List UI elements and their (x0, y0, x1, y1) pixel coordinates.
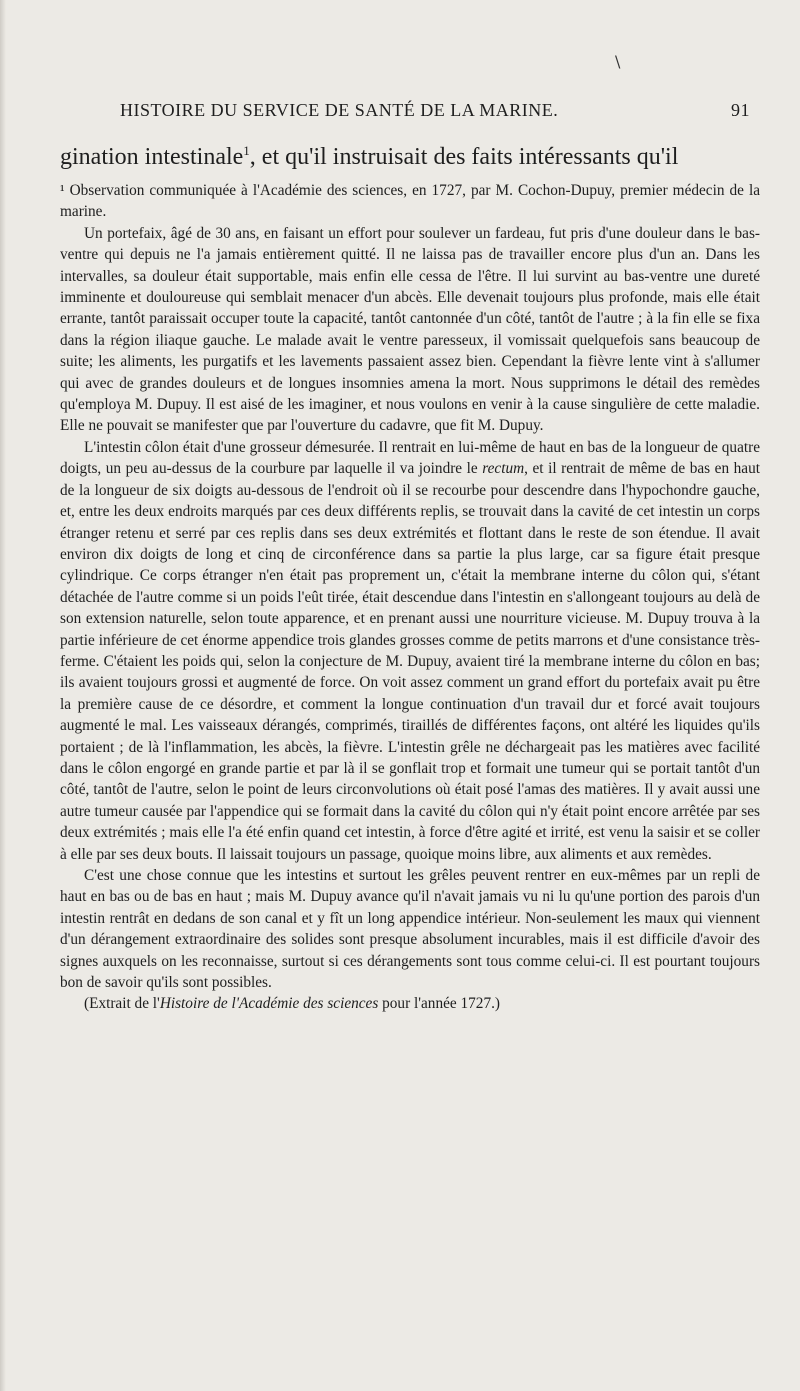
source-title-italic: Histoire de l'Académie des sciences (159, 995, 379, 1013)
page-number: 91 (731, 100, 750, 120)
paragraph-2-text-a: L'intestin côlon était d'une grosseur démesurée. Il rentrait en lui-même de haut en bas de la longueur de quatre doigts, un peu au-dessus de la courbure par laquelle il va joindre le (60, 438, 760, 478)
margin-mark: \ (615, 52, 621, 71)
running-title: HISTOIRE DU SERVICE DE SANTÉ DE LA MARINE. (120, 100, 559, 120)
footnote-marker: ¹ (60, 182, 65, 199)
main-text-line (60, 143, 760, 171)
footnote-intro-text: Observation communiquée à l'Académie des sciences, en 1727, par M. Cochon-Dupuy, premier médecin de la marine. (60, 182, 760, 221)
main-text-end: , et qu'il instruisait des faits intéressants qu'il (249, 144, 679, 170)
main-text: gination intestinale (60, 144, 244, 170)
source-text-a: (Extrait de l' (84, 995, 160, 1013)
footnote-reference: 1 (243, 143, 250, 158)
rectum-italic: rectum (482, 460, 525, 478)
running-header (100, 100, 750, 130)
footnote-paragraph-3: C'est une chose connue que les intestins et surtout les grêles peuvent rentrer en eux-mêmes par un repli de haut en bas ou de bas en haut ; mais M. Dupuy avance qu'il n'avait jamais vu ni lu qu'une portion des parois d'un intestin rentrât en dedans de son canal et y fît un long appendice intérieur. Non-seulement les maux qui viennent d'un dérangement extraordinaire des solides sont presque absolument incurables, mais il est difficile d'avoir des signes auxquels on les reconnaisse, surtout si ces dérangements sont tous comme celui-ci. Il est pourtant toujours bon de savoir qu'ils sont possibles. (60, 867, 760, 992)
paragraph-2-text-b: , et il rentrait de même de bas en haut de la longueur de six doigts au-dessous de l'endroit où il se recourbe pour descendre dans l'hypochondre gauche, et, entre les deux endroits marqués par ces deux différents replis, se trouvait dans la cavité de cet intestin un corps étranger retenu et serré par ces replis dans ses deux extrémités et flottant dans le reste de son étendue. Il avait environ dix doigts de long et cinq de circonférence dans sa partie la plus large, car sa figure était presque cylindrique. Ce corps étranger n'en était pas proprement un, c'était la membrane interne du côlon qui, s'étant détachée de l'autre comme si un poids l'eût tirée, était descendue dans l'intestin en s'allongeant toujours au delà de son extension naturelle, selon toute apparence, et en prenant aussi une nourriture vicieuse. M. Dupuy trouva à la partie inférieure de cet énorme appendice trois glandes grosses comme de petits marrons et d'une consistance très-ferme. C'étaient les poids qui, selon la conjecture de M. Dupuy, avaient tiré la membrane interne du côlon en bas; ils avaient toujours grossi et augmenté de force. On voit assez comment un grand effort du portefaix avait pu être la première cause de ce désordre, et comment la longue continuation d'un travail dur et forcé avait toujours augmenté le mal. Les vaisseaux dérangés, comprimés, tiraillés de différentes façons, ont altéré les liquides qu'ils portaient ; de là l'inflammation, les abcès, la fièvre. L'intestin grêle ne déchargeait pas les matières avec facilité dans le côlon engorgé en grande partie et par là il se gonflait trop et formait une tumeur qui se portait tantôt d'un côté, tantôt de l'autre, selon le point de leurs circonvolutions où était posé l'amas des matières. Il y avait aussi une autre tumeur causée par l'appendice qui se formait dans la cavité du côlon qui n'y était point encore arrêtée par ses deux extrémités ; mais elle l'a été enfin quand cet intestin, à force d'être agité et irrité, est venu la saisir et se coller à elle par ses deux bouts. Il laissait toujours un passage, quoique moins libre, aux aliments et aux remèdes. (60, 460, 760, 863)
footnote-source (60, 993, 760, 1014)
footnote-paragraph-2 (60, 437, 760, 865)
source-text-b: pour l'année 1727.) (378, 995, 501, 1013)
footnote-intro (60, 180, 760, 223)
page-edge-shadow (0, 0, 6, 1391)
footnote (60, 180, 760, 1015)
footnote-paragraph-1: Un portefaix, âgé de 30 ans, en faisant un effort pour soulever un fardeau, fut pris d'une douleur dans le bas-ventre qui depuis ne l'a jamais entièrement quitté. Il ne laissa pas de travailler encore plus d'un an. Dans les intervalles, sa douleur était supportable, mais enfin elle cessa de l'être. Il lui survint au bas-ventre une dureté imminente et douloureuse qui semblait menacer d'un abcès. Elle devenait toujours plus profonde, mais elle était errante, tantôt paraissait occuper toute la capacité, tantôt cantonnée d'un côté, tantôt de l'autre ; à la fin elle se fixa dans la région iliaque gauche. Le malade avait le ventre paresseux, il vomissait quelquefois sans beaucoup de suite; les aliments, les purgatifs et les lavements passaient assez bien. Cependant la fièvre lente vint à s'allumer qui avec de grandes douleurs et de longues insomnies amena la mort. Nous supprimons le détail des remèdes qu'employa M. Dupuy. Il est aisé de les imaginer, et nous voulons en venir à la cause singulière de cette maladie. Elle ne pouvait se manifester que par l'ouverture du cadavre, que fit M. Dupuy. (60, 224, 760, 435)
